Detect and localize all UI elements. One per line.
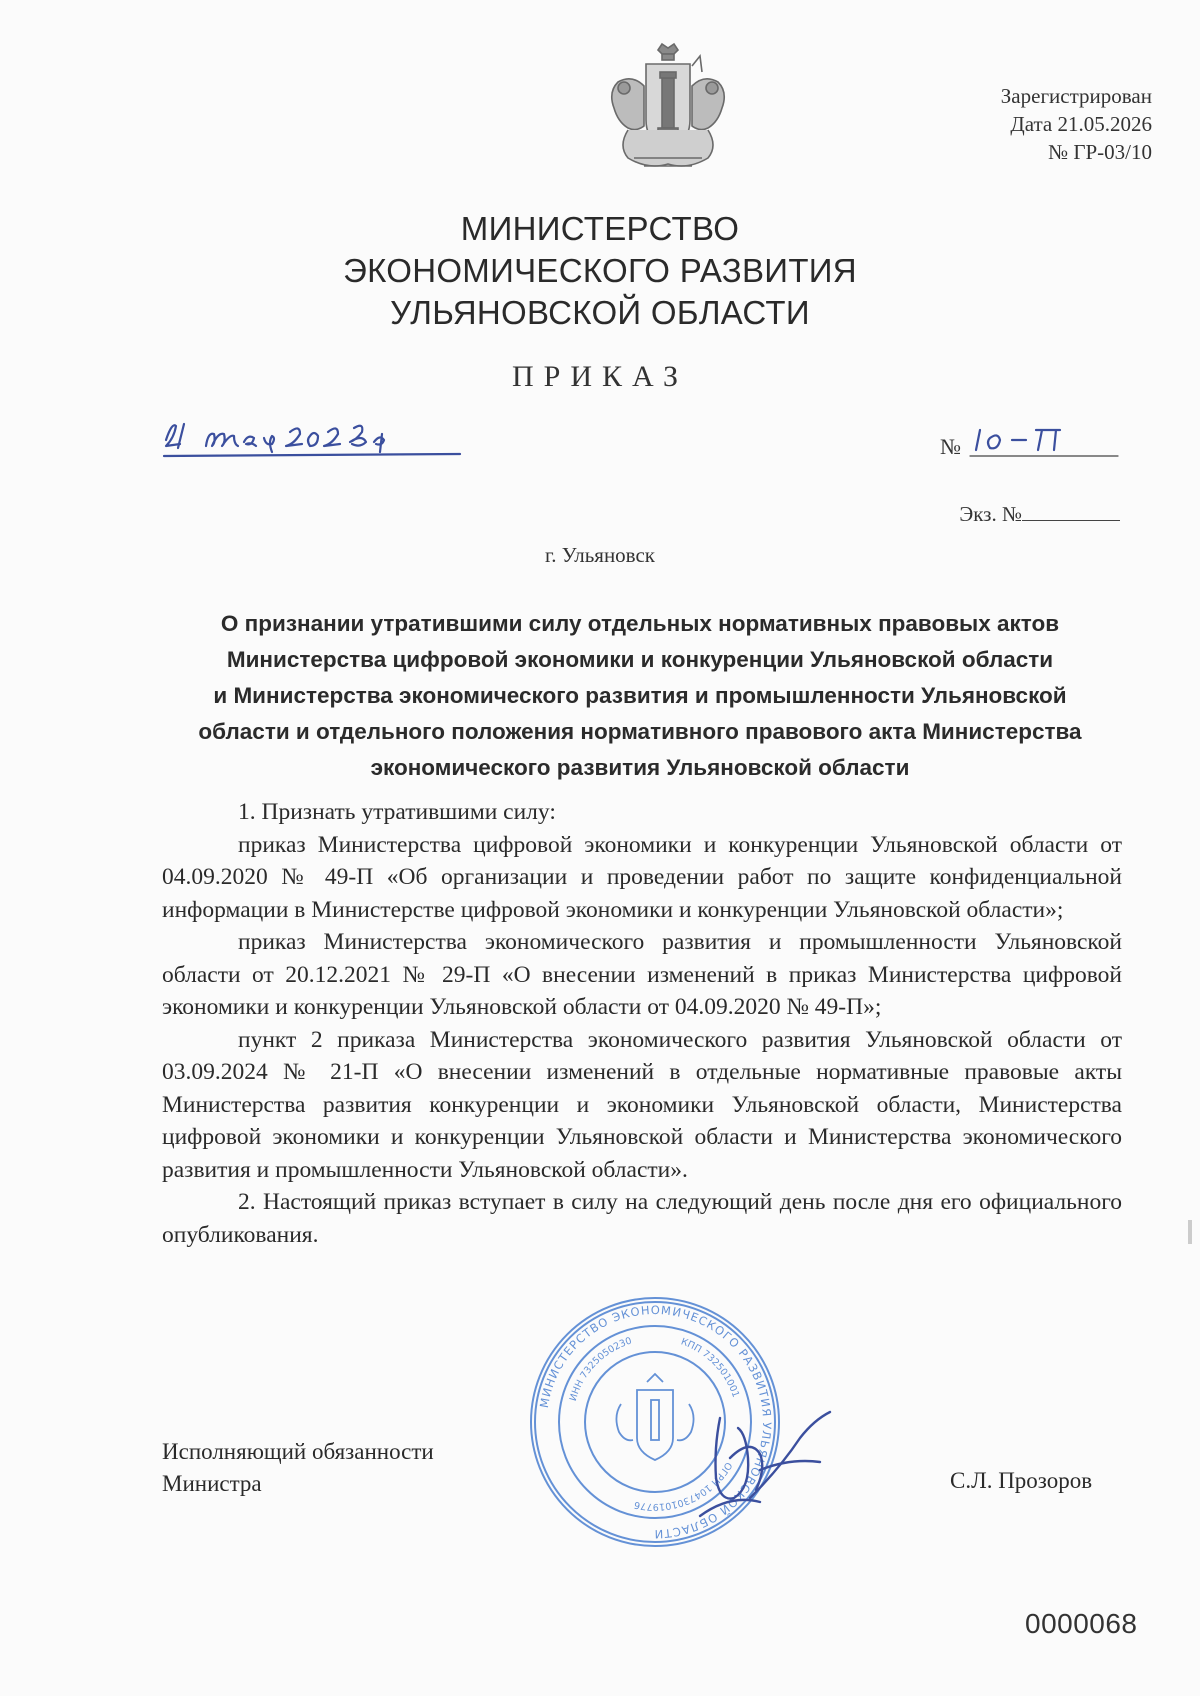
signer-title-line: Министра <box>162 1471 262 1496</box>
body-paragraph: приказ Министерства цифровой экономики и конкуренции Ульяновской области от 04.09.2020 № 49-П «Об организации и проведении работ по защите конфиденциальной информации в Министерстве цифровой экономики и конкуренции Ульяновской области»; <box>162 831 1122 923</box>
copy-number-label: Экз. № <box>959 502 1022 526</box>
body-paragraph: приказ Министерства экономического развития и промышленности Ульяновской области от 20.12.2021 № 29-П «О внесении изменений в приказ Министерства цифровой экономики и конкуренции Ульяновской области от 04.09.2020 № 49-П»; <box>162 929 1122 1020</box>
copy-number-blank <box>1022 500 1120 521</box>
subject-line: О признании утратившими силу отдельных нормативных правовых актов <box>220 611 1060 636</box>
ministry-line-3: УЛЬЯНОВСКОЙ ОБЛАСТИ <box>390 294 810 331</box>
subject-line: экономического развития Ульяновской области <box>370 755 910 780</box>
seal-kpp: КПП 732501001 <box>679 1336 742 1399</box>
ministry-line-2: ЭКОНОМИЧЕСКОГО РАЗВИТИЯ <box>343 252 857 289</box>
document-type-title: ПРИКАЗ <box>512 360 688 393</box>
signer-title-line: Исполняющий обязанности <box>162 1439 434 1464</box>
registration-label: Зарегистрирован <box>1000 84 1152 108</box>
subject-line: и Министерства экономического развития и промышленности Ульяновской <box>213 683 1067 708</box>
registration-stamp <box>1001 82 1152 166</box>
city: г. Ульяновск <box>544 543 655 567</box>
body-paragraph: пункт 2 приказа Министерства экономического развития Ульяновской области от 03.09.2024 № 21-П «О внесении изменений в отдельные нормативные правовые акты Министерства развития конкуренции и экономики Ульяновской области, Министерства цифровой экономики и конкуренции Ульяновской области и Министерства экономического развития и промышленности Ульяновской области». <box>162 1026 1122 1183</box>
order-body <box>162 796 1122 1251</box>
coat-of-arms-emblem <box>588 42 748 178</box>
registration-date: Дата 21.05.2026 <box>1010 112 1152 136</box>
order-subject <box>160 606 1120 786</box>
subject-line: Министерства цифровой экономики и конкуренции Ульяновской области <box>226 647 1054 672</box>
signer-name: С.Л. Прозоров <box>950 1468 1093 1493</box>
signer-title <box>162 1436 434 1500</box>
body-paragraph: 2. Настоящий приказ вступает в силу на следующий день после дня его официального опубликования. <box>162 1189 1122 1248</box>
handwritten-date <box>160 412 465 460</box>
ministry-line-1: МИНИСТЕРСТВО <box>460 210 740 247</box>
body-paragraph: 1. Признать утратившими силу: <box>238 799 556 825</box>
seal-outer-text: МИНИСТЕРСТВО ЭКОНОМИЧЕСКОГО РАЗВИТИЯ УЛЬЯНОВСКОЙ ОБЛАСТИ <box>536 1302 775 1542</box>
ministry-heading <box>0 208 1200 334</box>
registration-number: № ГР-03/10 <box>1048 140 1152 164</box>
handwritten-signature <box>690 1398 840 1520</box>
scan-edge-mark <box>1188 1220 1192 1244</box>
seal-ogrn: ОГРН 1047301019776 <box>633 1459 734 1513</box>
handwritten-order-number <box>968 420 1120 464</box>
seal-inn: ИНН 7325050230 <box>567 1335 634 1403</box>
subject-line: области и отдельного положения нормативного правового акта Министерства <box>198 719 1082 744</box>
order-number-label: № <box>940 434 961 459</box>
copy-number-field <box>959 500 1120 527</box>
document-serial-number: 0000068 <box>1025 1608 1138 1639</box>
